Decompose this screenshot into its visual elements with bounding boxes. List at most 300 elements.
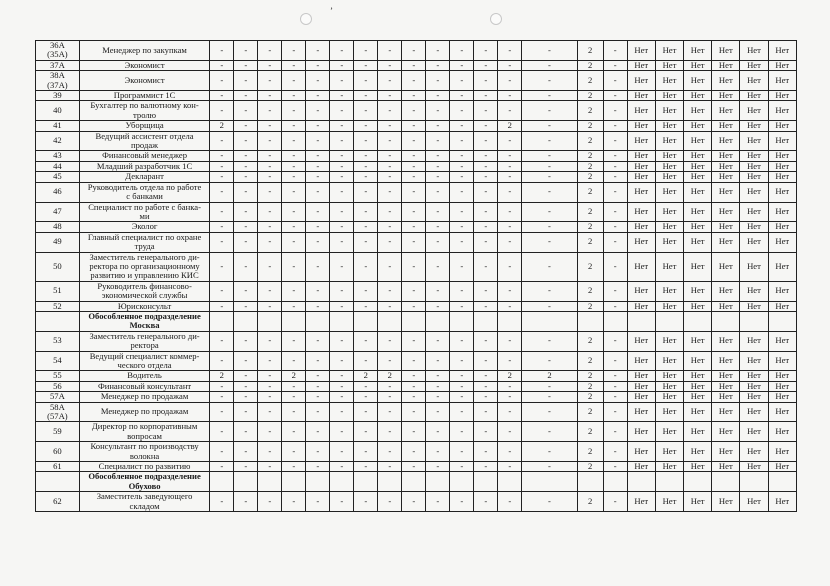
guarantee-cell: Нет [684, 392, 712, 402]
factor-cell: - [402, 301, 426, 311]
guarantee-cell: Нет [627, 301, 655, 311]
guarantee-cell: Нет [655, 182, 683, 202]
guarantee-cell: Нет [684, 202, 712, 222]
guarantee-cell: Нет [740, 172, 768, 182]
factor-cell: - [426, 161, 450, 171]
factor-cell: - [498, 151, 522, 161]
factor-cell: - [402, 281, 426, 301]
factor-cell: - [354, 351, 378, 371]
factor-cell: - [282, 232, 306, 252]
guarantee-cell: Нет [712, 71, 740, 91]
guarantee-cell: Нет [655, 60, 683, 70]
guarantee-cell: Нет [740, 422, 768, 442]
guarantee-cell: Нет [712, 422, 740, 442]
guarantee-cell: Нет [655, 121, 683, 131]
guarantee-cell: Нет [684, 492, 712, 512]
empty-cell [330, 311, 354, 331]
factor-cell: - [522, 91, 577, 101]
guarantee-cell: Нет [655, 402, 683, 422]
factor-cell: - [210, 392, 234, 402]
factor-cell: 2 [378, 371, 402, 381]
guarantee-cell: Нет [712, 331, 740, 351]
factor-cell: - [330, 172, 354, 182]
guarantee-cell: Нет [627, 151, 655, 161]
factor-cell: - [474, 222, 498, 232]
table-row [36, 442, 797, 462]
factor-cell: - [234, 422, 258, 442]
guarantee-cell: Нет [712, 371, 740, 381]
factor-cell: - [603, 281, 627, 301]
factor-cell: - [234, 202, 258, 222]
factor-cell: 2 [577, 281, 603, 301]
factor-cell: - [234, 351, 258, 371]
factor-cell: - [603, 462, 627, 472]
empty-cell [282, 472, 306, 492]
factor-cell: - [450, 151, 474, 161]
factor-cell: 2 [577, 172, 603, 182]
factor-cell: - [603, 222, 627, 232]
factor-cell: - [354, 402, 378, 422]
factor-cell: - [498, 182, 522, 202]
factor-cell: - [603, 41, 627, 61]
factor-cell: - [378, 232, 402, 252]
factor-cell: - [603, 101, 627, 121]
factor-cell: - [426, 422, 450, 442]
factor-cell: - [522, 281, 577, 301]
guarantee-cell: Нет [740, 60, 768, 70]
factor-cell: - [306, 381, 330, 391]
factor-cell: - [426, 442, 450, 462]
guarantee-cell: Нет [768, 281, 796, 301]
factor-cell: - [306, 71, 330, 91]
guarantee-cell: Нет [627, 392, 655, 402]
position-name: Главный специалист по охране труда [79, 232, 209, 252]
factor-cell: - [234, 392, 258, 402]
factor-cell: - [603, 151, 627, 161]
factor-cell: - [306, 301, 330, 311]
factor-cell: - [282, 60, 306, 70]
factor-cell: - [378, 60, 402, 70]
guarantee-cell: Нет [684, 161, 712, 171]
factor-cell: - [426, 381, 450, 391]
empty-cell [712, 472, 740, 492]
row-number: 48 [36, 222, 80, 232]
factor-cell: 2 [577, 161, 603, 171]
row-number: 52 [36, 301, 80, 311]
guarantee-cell: Нет [740, 131, 768, 151]
factor-cell: - [522, 41, 577, 61]
guarantee-cell: Нет [768, 151, 796, 161]
guarantee-cell: Нет [712, 351, 740, 371]
guarantee-cell: Нет [768, 91, 796, 101]
factor-cell: - [258, 222, 282, 232]
factor-cell: - [603, 392, 627, 402]
guarantee-cell: Нет [655, 422, 683, 442]
empty-cell [354, 472, 378, 492]
factor-cell: - [603, 121, 627, 131]
row-number: 45 [36, 172, 80, 182]
factor-cell: - [258, 41, 282, 61]
factor-cell: - [402, 462, 426, 472]
guarantee-cell: Нет [655, 371, 683, 381]
factor-cell: 2 [210, 121, 234, 131]
factor-cell: - [282, 281, 306, 301]
factor-cell: 2 [354, 371, 378, 381]
empty-cell [306, 472, 330, 492]
empty-cell [603, 472, 627, 492]
table-row [36, 222, 797, 232]
table-row [36, 331, 797, 351]
factor-cell: - [330, 252, 354, 281]
guarantee-cell: Нет [684, 331, 712, 351]
factor-cell: - [354, 101, 378, 121]
guarantee-cell: Нет [627, 371, 655, 381]
factor-cell: - [354, 161, 378, 171]
factor-cell: - [426, 41, 450, 61]
guarantee-cell: Нет [684, 422, 712, 442]
factor-cell: - [258, 101, 282, 121]
guarantee-cell: Нет [712, 301, 740, 311]
factor-cell: - [603, 131, 627, 151]
factor-cell: - [210, 252, 234, 281]
factor-cell: 2 [577, 41, 603, 61]
empty-cell [577, 472, 603, 492]
factor-cell: - [306, 331, 330, 351]
table-row [36, 371, 797, 381]
factor-cell: - [498, 492, 522, 512]
position-name: Обособленное подразделение Обухово [79, 472, 209, 492]
factor-cell: - [450, 161, 474, 171]
row-number: 54 [36, 351, 80, 371]
factor-cell: 2 [577, 131, 603, 151]
factor-cell: - [282, 91, 306, 101]
factor-cell: - [450, 331, 474, 351]
factor-cell: - [450, 232, 474, 252]
factor-cell: - [210, 351, 234, 371]
factor-cell: - [474, 252, 498, 281]
factor-cell: - [354, 172, 378, 182]
factor-cell: - [210, 161, 234, 171]
guarantee-cell: Нет [712, 131, 740, 151]
factor-cell: - [603, 172, 627, 182]
position-name: Эколог [79, 222, 209, 232]
factor-cell: - [306, 462, 330, 472]
row-number: 38А (37А) [36, 71, 80, 91]
factor-cell: - [474, 101, 498, 121]
guarantee-cell: Нет [655, 151, 683, 161]
factor-cell: - [498, 172, 522, 182]
empty-cell [234, 472, 258, 492]
factor-cell: - [354, 281, 378, 301]
factor-cell: - [474, 492, 498, 512]
row-number [36, 311, 80, 331]
factor-cell: - [498, 281, 522, 301]
factor-cell: - [282, 392, 306, 402]
factor-cell: - [234, 222, 258, 232]
factor-cell: - [426, 232, 450, 252]
guarantee-cell: Нет [684, 381, 712, 391]
factor-cell: - [330, 232, 354, 252]
guarantee-cell: Нет [740, 442, 768, 462]
factor-cell: - [450, 392, 474, 402]
factor-cell: - [330, 91, 354, 101]
document-sheet [35, 40, 797, 512]
guarantee-cell: Нет [655, 381, 683, 391]
factor-cell: - [474, 41, 498, 61]
factor-cell: - [306, 402, 330, 422]
guarantee-cell: Нет [655, 71, 683, 91]
factor-cell: - [498, 301, 522, 311]
guarantee-cell: Нет [684, 371, 712, 381]
position-name: Руководитель финансово- экономической службы [79, 281, 209, 301]
factor-cell: - [402, 381, 426, 391]
factor-cell: - [258, 202, 282, 222]
guarantee-cell: Нет [684, 301, 712, 311]
table-row [36, 311, 797, 331]
table-row [36, 202, 797, 222]
position-name: Менеджер по продажам [79, 402, 209, 422]
factor-cell: - [354, 121, 378, 131]
factor-cell: - [330, 41, 354, 61]
guarantee-cell: Нет [740, 91, 768, 101]
workplace-assessment-table [35, 40, 797, 512]
factor-cell: - [450, 252, 474, 281]
factor-cell: - [426, 91, 450, 101]
factor-cell: 2 [282, 371, 306, 381]
factor-cell: - [426, 331, 450, 351]
empty-cell [426, 311, 450, 331]
factor-cell: - [426, 182, 450, 202]
factor-cell: 2 [577, 301, 603, 311]
factor-cell: - [522, 462, 577, 472]
factor-cell: - [258, 351, 282, 371]
factor-cell: - [498, 462, 522, 472]
factor-cell: - [354, 252, 378, 281]
guarantee-cell: Нет [740, 402, 768, 422]
guarantee-cell: Нет [712, 222, 740, 232]
factor-cell: - [498, 131, 522, 151]
guarantee-cell: Нет [712, 182, 740, 202]
factor-cell: 2 [577, 121, 603, 131]
factor-cell: - [474, 422, 498, 442]
position-name: Ведущий ассистент отдела продаж [79, 131, 209, 151]
factor-cell: - [603, 351, 627, 371]
factor-cell: - [522, 331, 577, 351]
position-name: Ведущий специалист коммер- ческого отдела [79, 351, 209, 371]
factor-cell: - [522, 71, 577, 91]
factor-cell: - [258, 60, 282, 70]
factor-cell: 2 [577, 151, 603, 161]
factor-cell: - [258, 161, 282, 171]
factor-cell: - [474, 121, 498, 131]
guarantee-cell: Нет [740, 381, 768, 391]
guarantee-cell: Нет [627, 422, 655, 442]
guarantee-cell: Нет [712, 381, 740, 391]
factor-cell: - [450, 492, 474, 512]
factor-cell: - [306, 161, 330, 171]
table-row [36, 60, 797, 70]
factor-cell: - [234, 131, 258, 151]
factor-cell: - [474, 161, 498, 171]
factor-cell: - [234, 41, 258, 61]
factor-cell: - [330, 381, 354, 391]
factor-cell: - [474, 60, 498, 70]
empty-cell [740, 311, 768, 331]
factor-cell: - [282, 331, 306, 351]
guarantee-cell: Нет [768, 492, 796, 512]
factor-cell: - [306, 422, 330, 442]
factor-cell: 2 [577, 91, 603, 101]
factor-cell: 2 [577, 101, 603, 121]
factor-cell: - [426, 281, 450, 301]
factor-cell: - [210, 91, 234, 101]
guarantee-cell: Нет [655, 91, 683, 101]
factor-cell: - [498, 71, 522, 91]
factor-cell: - [210, 131, 234, 151]
factor-cell: - [378, 442, 402, 462]
guarantee-cell: Нет [768, 41, 796, 61]
factor-cell: - [450, 172, 474, 182]
factor-cell: - [282, 462, 306, 472]
factor-cell: - [450, 60, 474, 70]
factor-cell: - [282, 131, 306, 151]
factor-cell: - [330, 402, 354, 422]
factor-cell: - [450, 371, 474, 381]
empty-cell [426, 472, 450, 492]
factor-cell: - [234, 462, 258, 472]
factor-cell: - [498, 252, 522, 281]
factor-cell: - [378, 151, 402, 161]
guarantee-cell: Нет [684, 60, 712, 70]
guarantee-cell: Нет [655, 301, 683, 311]
position-name: Финансовый консультант [79, 381, 209, 391]
factor-cell: - [402, 131, 426, 151]
factor-cell: - [258, 232, 282, 252]
guarantee-cell: Нет [712, 402, 740, 422]
position-name: Руководитель отдела по работе с банками [79, 182, 209, 202]
factor-cell: - [258, 182, 282, 202]
factor-cell: - [234, 121, 258, 131]
guarantee-cell: Нет [740, 202, 768, 222]
factor-cell: - [522, 492, 577, 512]
factor-cell: - [498, 422, 522, 442]
guarantee-cell: Нет [768, 202, 796, 222]
guarantee-cell: Нет [655, 281, 683, 301]
factor-cell: - [210, 281, 234, 301]
factor-cell: - [450, 422, 474, 442]
factor-cell: - [330, 281, 354, 301]
factor-cell: - [450, 402, 474, 422]
position-name: Юрисконсульт [79, 301, 209, 311]
guarantee-cell: Нет [768, 101, 796, 121]
factor-cell: - [210, 71, 234, 91]
position-name: Специалист по развитию [79, 462, 209, 472]
factor-cell: - [474, 182, 498, 202]
factor-cell: - [402, 71, 426, 91]
row-number: 37А [36, 60, 80, 70]
guarantee-cell: Нет [655, 351, 683, 371]
row-number: 47 [36, 202, 80, 222]
guarantee-cell: Нет [684, 91, 712, 101]
factor-cell: - [258, 462, 282, 472]
row-number: 58А (57А) [36, 402, 80, 422]
factor-cell: - [282, 71, 306, 91]
table-row [36, 151, 797, 161]
factor-cell: - [210, 151, 234, 161]
factor-cell: - [474, 392, 498, 402]
factor-cell: - [498, 392, 522, 402]
factor-cell: - [258, 131, 282, 151]
factor-cell: - [522, 161, 577, 171]
factor-cell: - [258, 71, 282, 91]
factor-cell: - [450, 281, 474, 301]
guarantee-cell: Нет [627, 172, 655, 182]
empty-cell [210, 472, 234, 492]
factor-cell: - [402, 172, 426, 182]
empty-cell [450, 311, 474, 331]
factor-cell: - [210, 232, 234, 252]
factor-cell: - [282, 402, 306, 422]
factor-cell: - [426, 222, 450, 232]
factor-cell: - [474, 281, 498, 301]
factor-cell: 2 [577, 392, 603, 402]
position-name: Менеджер по продажам [79, 392, 209, 402]
factor-cell: - [498, 331, 522, 351]
factor-cell: - [522, 182, 577, 202]
guarantee-cell: Нет [740, 252, 768, 281]
factor-cell: - [234, 371, 258, 381]
empty-cell [498, 472, 522, 492]
factor-cell: - [522, 402, 577, 422]
empty-cell [627, 472, 655, 492]
factor-cell: - [603, 202, 627, 222]
factor-cell: - [378, 281, 402, 301]
factor-cell: - [498, 381, 522, 391]
factor-cell: - [258, 442, 282, 462]
factor-cell: - [282, 41, 306, 61]
guarantee-cell: Нет [684, 351, 712, 371]
table-row [36, 91, 797, 101]
factor-cell: - [426, 351, 450, 371]
row-number: 43 [36, 151, 80, 161]
guarantee-cell: Нет [712, 41, 740, 61]
guarantee-cell: Нет [712, 232, 740, 252]
factor-cell: 2 [577, 202, 603, 222]
factor-cell: - [603, 371, 627, 381]
factor-cell: - [210, 101, 234, 121]
empty-cell [330, 472, 354, 492]
factor-cell: - [330, 131, 354, 151]
factor-cell: - [603, 301, 627, 311]
factor-cell: - [306, 392, 330, 402]
factor-cell: - [330, 331, 354, 351]
guarantee-cell: Нет [655, 442, 683, 462]
guarantee-cell: Нет [627, 182, 655, 202]
empty-cell [258, 311, 282, 331]
factor-cell: - [282, 351, 306, 371]
factor-cell: - [330, 371, 354, 381]
factor-cell: - [354, 232, 378, 252]
factor-cell: - [603, 492, 627, 512]
factor-cell: - [378, 402, 402, 422]
table-row [36, 101, 797, 121]
factor-cell: - [354, 381, 378, 391]
factor-cell: 2 [577, 422, 603, 442]
guarantee-cell: Нет [740, 351, 768, 371]
guarantee-cell: Нет [740, 492, 768, 512]
position-name: Экономист [79, 71, 209, 91]
factor-cell: - [378, 331, 402, 351]
